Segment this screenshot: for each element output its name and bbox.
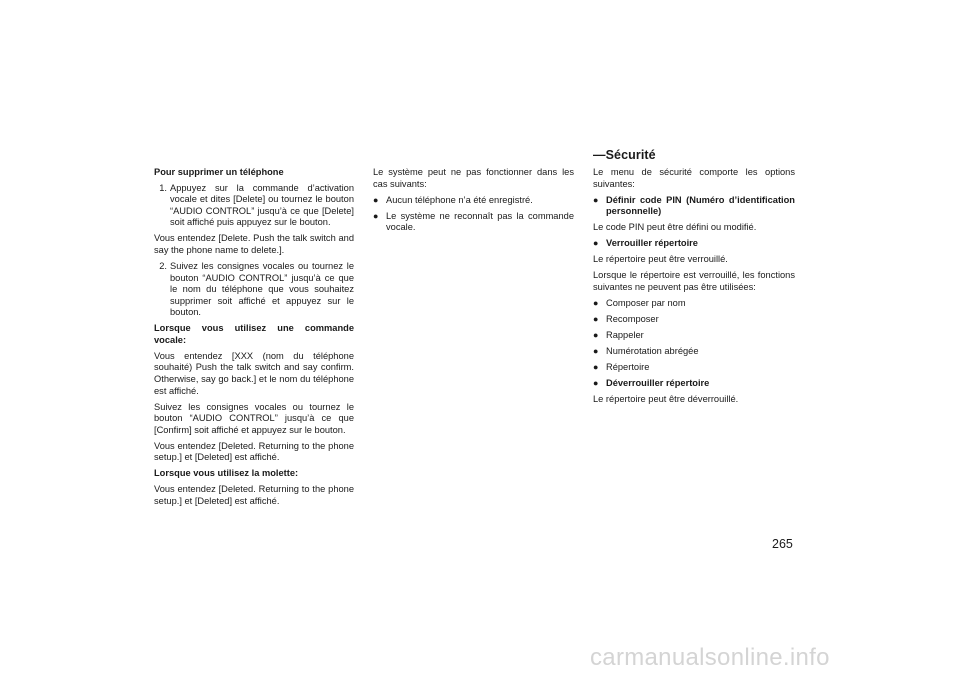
bullet-icon: ●: [593, 345, 599, 356]
paragraph: Le répertoire peut être verrouillé.: [593, 254, 728, 265]
bullet-text: Verrouiller répertoire: [606, 238, 698, 249]
bullet-icon: ●: [593, 313, 599, 324]
bullet-icon: ●: [593, 297, 599, 308]
heading-delete-phone: Pour supprimer un téléphone: [154, 167, 284, 177]
subheading-dial: Lorsque vous utilisez la molette:: [154, 468, 299, 479]
watermark: carmanualsonline.info: [590, 644, 830, 671]
bullet-text: Définir code PIN (Numéro d’identification personnelle): [606, 194, 795, 217]
paragraph: Lorsque le répertoire est verrouillé, les fonctions suivantes ne peuvent pas être utilisées:: [593, 270, 795, 292]
bullet-icon: ●: [593, 194, 599, 205]
bullet-item: [593, 238, 795, 250]
step-1: [154, 183, 354, 229]
bullet-item: [593, 378, 795, 390]
bullet-icon: ●: [373, 194, 379, 205]
list-item: [593, 298, 795, 310]
paragraph: Le menu de sécurité comporte les options suivantes:: [593, 167, 795, 189]
step-text: Suivez les consignes vocales ou tournez le bouton “AUDIO CONTROL” jusqu’à ce que le nom du téléphone que vous souhaitez supprimer soit affiché et appuyez sur le bouton.: [170, 260, 354, 318]
bullet-item: [373, 211, 574, 234]
list-text: Composer par nom: [606, 297, 686, 308]
bullet-item: [593, 195, 795, 218]
list-item: [593, 314, 795, 326]
column-middle: [373, 167, 574, 238]
subheading-voice-command: Lorsque vous utilisez une commande vocale:: [154, 323, 354, 345]
step-2: [154, 261, 354, 319]
list-text: Rappeler: [606, 329, 644, 340]
bullet-text: Le système ne reconnaît pas la commande vocale.: [386, 210, 574, 233]
page-number: 265: [772, 537, 793, 551]
bullet-text: Déverrouiller répertoire: [606, 377, 710, 388]
bullet-item: [373, 195, 574, 207]
paragraph: Suivez les consignes vocales ou tournez le bouton “AUDIO CONTROL” jusqu’à ce que [Confirm] soit affiché et appuyez sur le bouton.: [154, 401, 354, 435]
paragraph: Le code PIN peut être défini ou modifié.: [593, 222, 757, 233]
paragraph: Vous entendez [Delete. Push the talk switch and say the phone name to delete.].: [154, 233, 354, 255]
section-title: —Sécurité: [593, 148, 656, 162]
step-text: Appuyez sur la commande d’activation vocale et dites [Delete] ou tournez le bouton “AUDIO CONTROL” jusqu’à ce que [Delete] soit affiché puis appuyez sur le bouton.: [170, 182, 354, 228]
list-item: [593, 346, 795, 358]
list-item: [593, 362, 795, 374]
paragraph: Le répertoire peut être déverrouillé.: [593, 393, 739, 404]
list-text: Numérotation abrégée: [606, 345, 699, 356]
list-text: Recomposer: [606, 313, 659, 324]
paragraph: Vous entendez [Deleted. Returning to the phone setup.] et [Deleted] est affiché.: [154, 440, 354, 463]
bullet-icon: ●: [593, 377, 599, 388]
column-right: [593, 167, 795, 410]
bullet-icon: ●: [593, 238, 599, 249]
list-text: Répertoire: [606, 361, 650, 372]
list-item: [593, 330, 795, 342]
paragraph: Vous entendez [XXX (nom du téléphone souhaité) Push the talk switch and say confirm. Otherwise, say go back.] et le nom du téléphone est affiché.: [154, 350, 354, 396]
paragraph: Le système peut ne pas fonctionner dans les cas suivants:: [373, 167, 574, 189]
paragraph: Vous entendez [Deleted. Returning to the phone setup.] et [Deleted] est affiché.: [154, 484, 354, 506]
bullet-icon: ●: [593, 329, 599, 340]
step-number: 2.: [159, 260, 167, 271]
bullet-icon: ●: [373, 210, 379, 221]
bullet-icon: ●: [593, 361, 599, 372]
column-left: [154, 167, 354, 512]
bullet-text: Aucun téléphone n’a été enregistré.: [386, 194, 533, 205]
step-number: 1.: [159, 182, 167, 193]
